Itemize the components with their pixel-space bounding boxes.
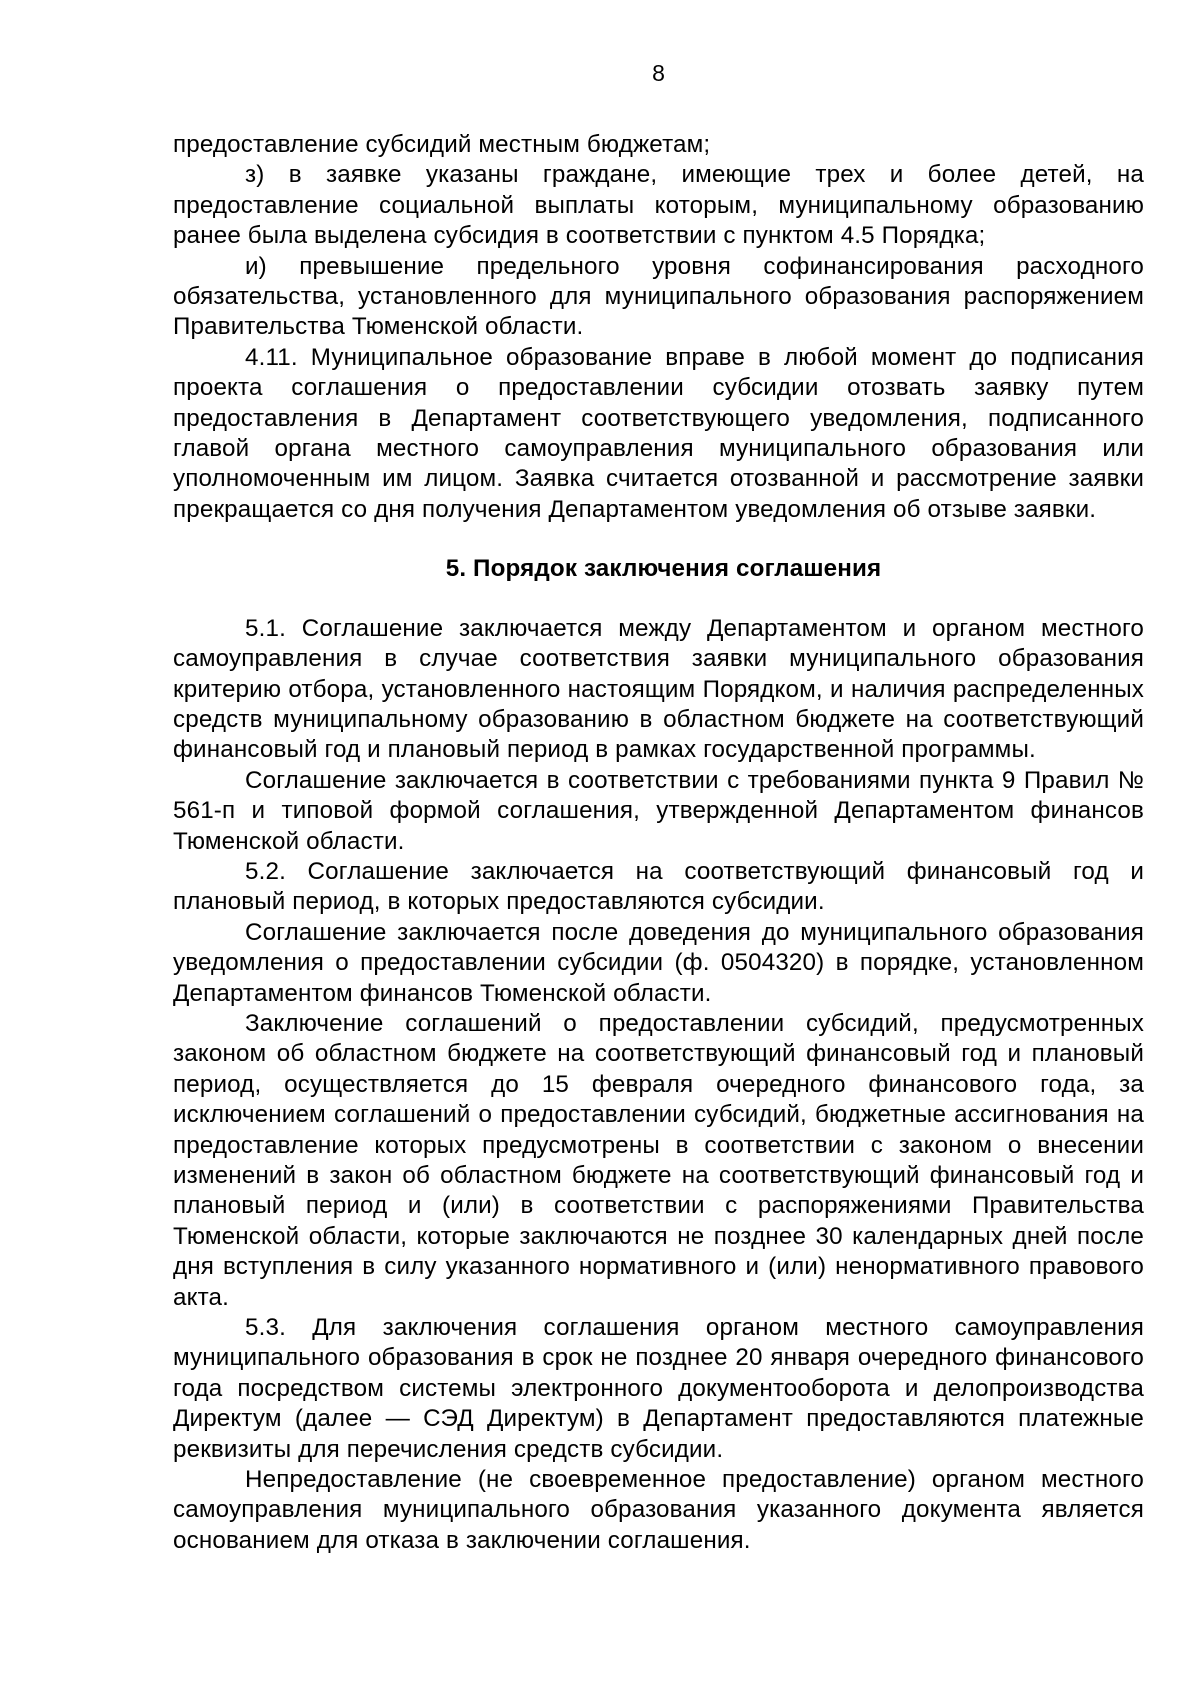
paragraph-item-i: и) превышение предельного уровня софинансирования расходного обязательства, установленного для муниципального образования распоряжением Правительства Тюменской области. — [173, 252, 1144, 341]
document-body — [173, 130, 1144, 1556]
page-number: 8 — [652, 60, 665, 86]
paragraph-5-1-agreement: Соглашение заключается в соответствии с требованиями пункта 9 Правил № 561-п и типовой формой соглашения, утвержденной Департаментом финансов Тюменской области. — [173, 766, 1144, 855]
paragraph-5-2-notification: Соглашение заключается после доведения до муниципального образования уведомления о предоставлении субсидии (ф. 0504320) в порядке, установленном Департаментом финансов Тюменской области. — [173, 918, 1144, 1007]
paragraph-continuation: предоставление субсидий местным бюджетам; — [173, 131, 711, 158]
paragraph-4-11: 4.11. Муниципальное образование вправе в любой момент до подписания проекта соглашения о предоставлении субсидии отозвать заявку путем предоставления в Департамент соответствующего уведомления, подписанного главой органа местного самоуправления муниципального образования или уполномоченным им лицом. Заявка считается отозванной и рассмотрение заявки прекращается со дня получения Департаментом уведомления об отзыве заявки. — [173, 343, 1144, 523]
section-heading: 5. Порядок заключения соглашения — [445, 555, 882, 583]
paragraph-item-z: з) в заявке указаны граждане, имеющие трех и более детей, на предоставление социальной выплаты которым, муниципальному образованию ранее была выделена субсидия в соответствии с пунктом 4.5 Порядка; — [173, 161, 1144, 250]
paragraph-5-2: 5.2. Соглашение заключается на соответствующий финансовый год и плановый период, в которых предоставляются субсидии. — [173, 857, 1144, 916]
paragraph-5-2-deadline: Заключение соглашений о предоставлении субсидий, предусмотренных законом об областном бюджете на соответствующий финансовый год и плановый период, осуществляется до 15 февраля очередного финансового года, за исключением соглашений о предоставлении субсидий, бюджетные ассигнования на предоставление которых предусмотрены в соответствии с законом о внесении изменений в закон об областном бюджете на соответствующий финансовый год и плановый период и (или) в соответствии с распоряжениями Правительства Тюменской области, которые заключаются не позднее 30 календарных дней после дня вступления в силу указанного нормативного и (или) ненормативного правового акта. — [173, 1009, 1144, 1311]
paragraph-5-3: 5.3. Для заключения соглашения органом местного самоуправления муниципального образования в срок не позднее 20 января очередного финансового года посредством системы электронного документооборота и делопроизводства Директум (далее — СЭД Директум) в Департамент предоставляются платежные реквизиты для перечисления средств субсидии. — [173, 1314, 1144, 1463]
paragraph-5-3-refusal: Непредоставление (не своевременное предоставление) органом местного самоуправления муниципального образования указанного документа является основанием для отказа в заключении соглашения. — [173, 1466, 1144, 1554]
paragraph-5-1: 5.1. Соглашение заключается между Департаментом и органом местного самоуправления в случае соответствия заявки муниципального образования критерию отбора, установленного настоящим Порядком, и наличия распределенных средств муниципальному образованию в областном бюджете на соответствующий финансовый год и плановый период в рамках государственной программы. — [173, 614, 1144, 764]
